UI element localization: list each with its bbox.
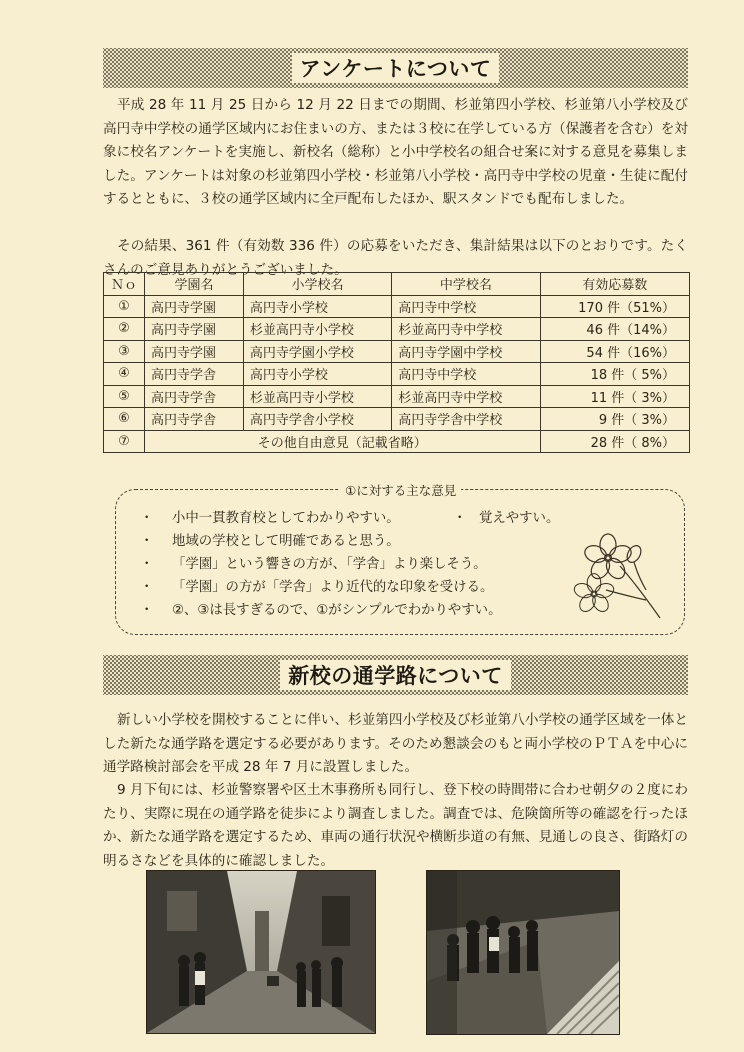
section-title-route: 新校の通学路について — [280, 660, 511, 690]
opinion-text: 地域の学校として明確であると思う。 — [172, 534, 400, 549]
table-row — [104, 318, 690, 341]
survey-results-table — [103, 272, 690, 453]
table-row — [104, 408, 690, 431]
bullet-mark: ・ — [140, 511, 154, 526]
row-count: 11 件（ 3%） — [540, 385, 689, 408]
table-row — [104, 295, 690, 318]
header-count: 有効応募数 — [540, 273, 689, 296]
row-count: 170 件（51%） — [540, 295, 689, 318]
row-other-label: その他自由意見（記載省略） — [145, 430, 541, 453]
route-paragraph-2: 9 月下旬には、杉並警察署や区土木事務所も同行し、登下校の時間帯に合わせ朝夕の２度にわたり、実際に現在の通学路を徒歩により調査しました。調査では、危険箇所等の確認を行ったほか、新たな通学路を選定するため、車両の通行状況や横断歩道の有無、見通しの良さ、街路灯の明るさなどを具体的に確認しました。 — [103, 782, 688, 869]
list-item — [140, 507, 501, 530]
survey-paragraph-1: 平成 28 年 11 月 25 日から 12 月 22 日までの期間、杉並第四小学校、杉並第八小学校及び高円寺中学校の通学区域内にお住まいの方、または３校に在学している方（保護者を含む）を対象に校名アンケートを実施し、新校名（総称）と小中学校名の組合せ案に対する意見を募集しました。アンケートは対象の杉並第四小学校・杉並第八小学校・高円寺中学校の児童・生徒に配付するとともに、３校の通学区域内に全戸配布したほか、駅スタンドでも配布しました。 — [103, 97, 688, 207]
row-elementary: 杉並高円寺小学校 — [243, 318, 391, 341]
row-no: ⑦ — [104, 430, 145, 453]
row-count: 9 件（ 3%） — [540, 408, 689, 431]
row-no: ⑥ — [104, 408, 145, 431]
survey-walk-photo-street — [146, 870, 376, 1034]
opinion-text: 「学園」の方が「学舎」より近代的な印象を受ける。 — [172, 580, 494, 595]
opinion-list — [140, 507, 501, 622]
row-junior-high: 高円寺中学校 — [392, 295, 540, 318]
table-header-row — [104, 273, 690, 296]
opinion-box-label: ①に対する主な意見 — [340, 481, 461, 499]
route-paragraph-1: 新しい小学校を開校することに伴い、杉並第四小学校及び杉並第八小学校の通学区域を一体とした新たな通学路を選定する必要があります。そのため懇談会のもと両小学校のＰＴＡを中心に通学路検討部会を平成 28 年 7 月に設置しました。 — [103, 712, 688, 775]
row-school-group: 高円寺学園 — [145, 318, 244, 341]
table-row — [104, 340, 690, 363]
row-elementary: 高円寺学園小学校 — [243, 340, 391, 363]
list-item — [140, 576, 501, 599]
row-no: ① — [104, 295, 145, 318]
row-school-group: 高円寺学舎 — [145, 363, 244, 386]
row-no: ③ — [104, 340, 145, 363]
list-item — [140, 530, 501, 553]
section-banner-route — [103, 655, 688, 695]
bullet-mark: ・ — [140, 557, 154, 572]
row-junior-high: 高円寺中学校 — [392, 363, 540, 386]
row-count: 54 件（16%） — [540, 340, 689, 363]
bullet-mark: ・ — [140, 603, 154, 618]
opinion-text: 「学園」という響きの方が、「学舎」より楽しそう。 — [172, 557, 487, 572]
section-banner-survey — [103, 48, 688, 88]
row-school-group: 高円寺学舎 — [145, 385, 244, 408]
row-junior-high: 杉並高円寺中学校 — [392, 385, 540, 408]
list-item — [453, 507, 559, 530]
header-junior-high: 中学校名 — [392, 273, 540, 296]
bullet-mark: ・ — [140, 580, 154, 595]
table-row — [104, 385, 690, 408]
header-no: Ｎｏ — [104, 273, 145, 296]
row-elementary: 高円寺小学校 — [243, 295, 391, 318]
survey-paragraph-2: その結果、361 件（有効数 336 件）の応募をいただき、集計結果は以下のとおりです。たくさんのご意見ありがとうございました。 — [103, 238, 688, 278]
row-junior-high: 杉並高円寺中学校 — [392, 318, 540, 341]
cherry-blossom-icon — [566, 532, 666, 624]
row-count: 28 件（ 8%） — [540, 430, 689, 453]
row-school-group: 高円寺学園 — [145, 340, 244, 363]
row-count: 18 件（ 5%） — [540, 363, 689, 386]
header-school-group: 学園名 — [145, 273, 244, 296]
row-school-group: 高円寺学舎 — [145, 408, 244, 431]
table-row-other — [104, 430, 690, 453]
row-no: ② — [104, 318, 145, 341]
row-school-group: 高円寺学園 — [145, 295, 244, 318]
row-no: ⑤ — [104, 385, 145, 408]
opinion-text: ②、③は長すぎるので、①がシンプルでわかりやすい。 — [172, 603, 502, 618]
row-junior-high: 高円寺学園中学校 — [392, 340, 540, 363]
header-elementary: 小学校名 — [243, 273, 391, 296]
row-elementary: 高円寺学舎小学校 — [243, 408, 391, 431]
row-junior-high: 高円寺学舎中学校 — [392, 408, 540, 431]
list-item — [140, 553, 501, 576]
row-no: ④ — [104, 363, 145, 386]
row-elementary: 高円寺小学校 — [243, 363, 391, 386]
opinion-text: 覚えやすい。 — [479, 511, 560, 526]
survey-walk-photo-slope — [426, 870, 620, 1035]
row-count: 46 件（14%） — [540, 318, 689, 341]
bullet-mark: ・ — [453, 511, 467, 526]
opinion-text: 小中一貫教育校としてわかりやすい。 — [172, 511, 400, 526]
list-item — [140, 599, 501, 622]
section-title-survey: アンケートについて — [292, 53, 500, 83]
bullet-mark: ・ — [140, 534, 154, 549]
table-row — [104, 363, 690, 386]
row-elementary: 杉並高円寺小学校 — [243, 385, 391, 408]
